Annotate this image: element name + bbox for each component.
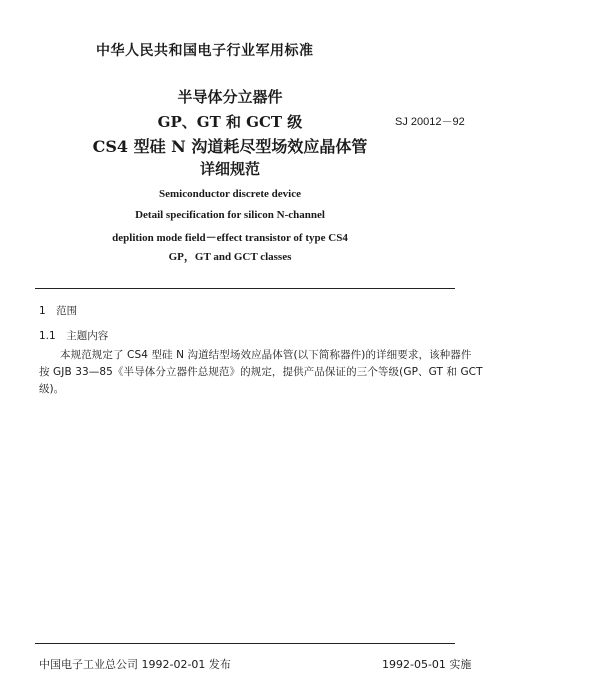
title-cn-line2: GP、GT 和 GCT 级 [157, 113, 303, 131]
section-1-1-heading: 1.1 主题内容 [39, 330, 109, 342]
issuer-date: 中国电子工业总公司 1992-02-01 发布 [39, 658, 231, 671]
paragraph-line-2: 按 GJB 33—85《半导体分立器件总规范》的规定，提供产品保证的三个等级(GP、GT 和 GCT [39, 366, 483, 378]
title-en-line3: deplition mode field－effect transistor of type CS4 [112, 232, 348, 244]
paragraph-line-3: 级)。 [39, 383, 65, 395]
title-cn-line3: CS4 型硅 N 沟道耗尽型场效应晶体管 [92, 137, 368, 156]
title-cn-line1: 半导体分立器件 [177, 88, 283, 106]
bottom-divider [35, 643, 455, 644]
title-en-line4: GP，GT and GCT classes [168, 251, 292, 263]
title-en-line1: Semiconductor discrete device [159, 188, 301, 200]
title-en-line2: Detail specification for silicon N-channel [135, 209, 325, 221]
paragraph-line-1: 本规范规定了 CS4 型硅 N 沟道结型场效应晶体管(以下简称器件)的详细要求，该种器件 [60, 349, 472, 361]
title-cn-line4: 详细规范 [199, 160, 260, 178]
standard-number: SJ 20012－92 [395, 116, 465, 128]
top-divider [35, 288, 455, 289]
standard-category-title: 中华人民共和国电子行业军用标准 [96, 43, 314, 59]
implementation-date: 1992-05-01 实施 [382, 658, 472, 671]
section-1-heading: 1 范围 [39, 305, 78, 317]
